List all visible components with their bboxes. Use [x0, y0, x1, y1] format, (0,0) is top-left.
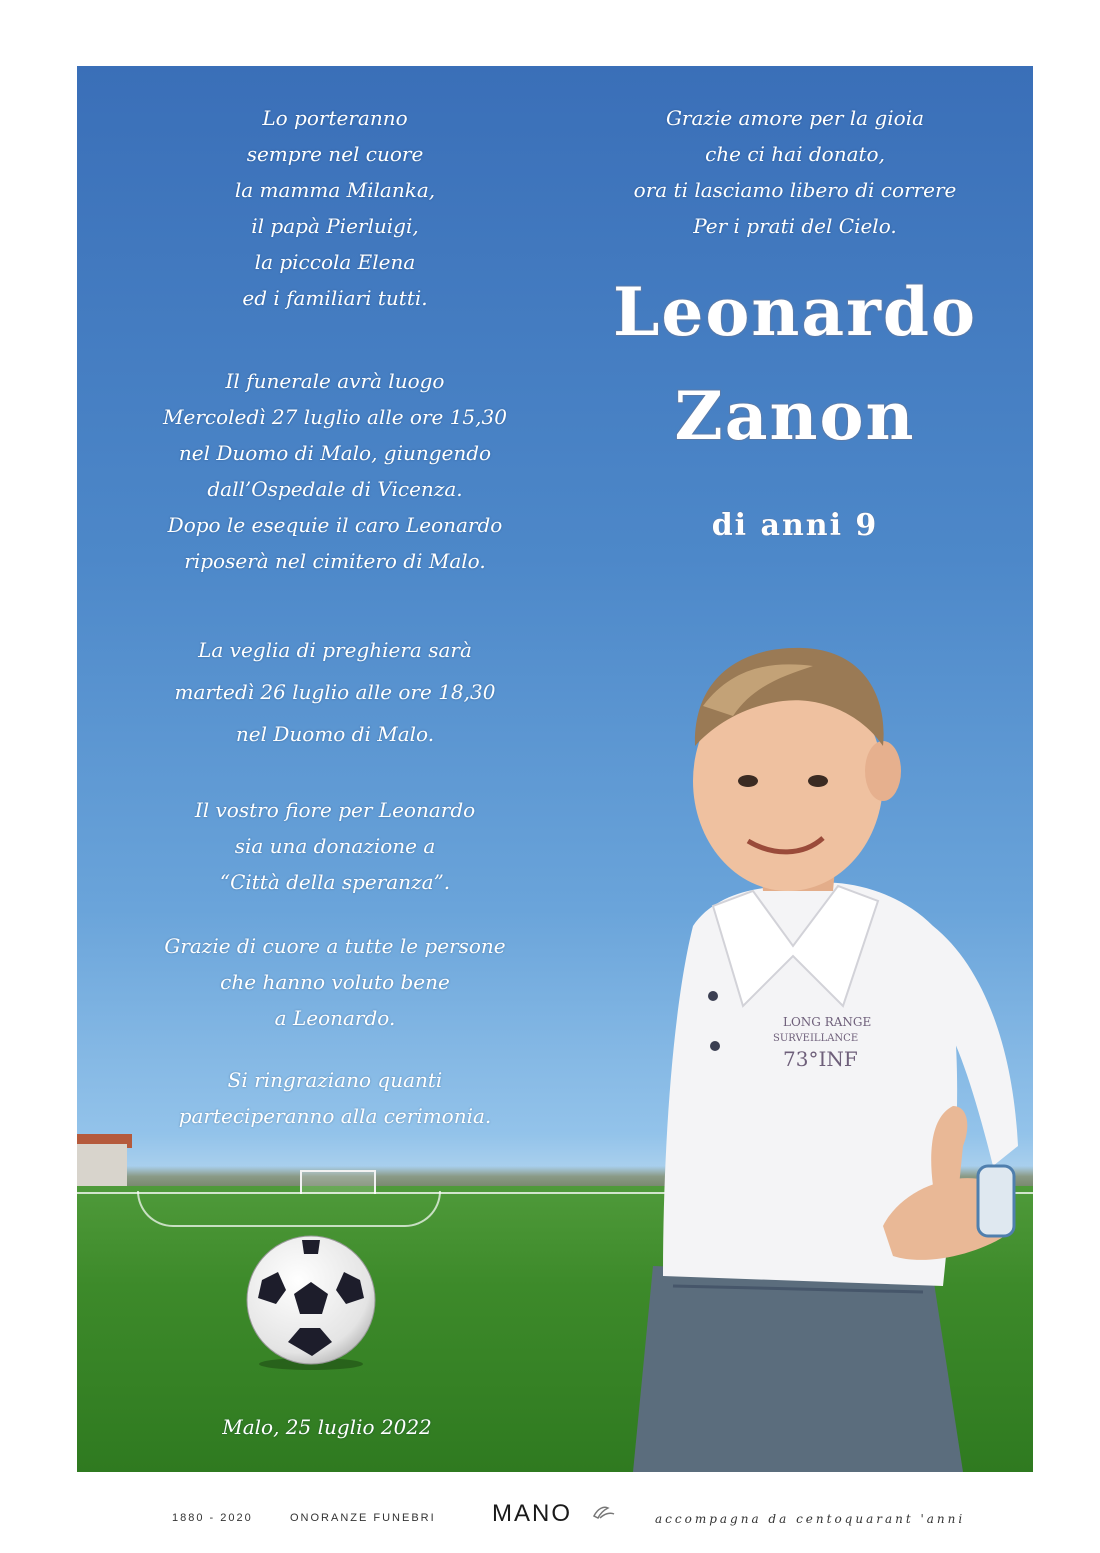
footer-service: ONORANZE FUNEBRI	[290, 1512, 436, 1524]
text-line: Mercoledì 27 luglio alle ore 15,30	[163, 405, 507, 429]
text-line: Il funerale avrà luogo	[225, 369, 445, 393]
hand-icon	[590, 1500, 616, 1524]
text-line: martedì 26 luglio alle ore 18,30	[174, 680, 496, 704]
footer-slogan: accompagna da centoquarant 'anni	[655, 1512, 966, 1526]
text-line: a Leonardo.	[274, 1006, 396, 1030]
text-line: Lo porteranno	[262, 106, 408, 130]
text-line: nel Duomo di Malo, giungendo	[178, 441, 492, 465]
last-name: Zanon	[674, 377, 916, 455]
shirt-print-3: 73°INF	[783, 1047, 858, 1071]
first-name: Leonardo	[612, 273, 978, 351]
field-arc	[137, 1191, 441, 1227]
text-line: parteciperanno alla cerimonia.	[178, 1104, 492, 1128]
text-line: che ci hai donato,	[705, 142, 885, 166]
vigil-block	[95, 629, 575, 755]
text-line: sempre nel cuore	[246, 142, 424, 166]
thanks-block	[95, 928, 575, 1036]
text-line: La veglia di preghiera sarà	[198, 638, 472, 662]
text-line: ed i familiari tutti.	[242, 286, 428, 310]
footer	[0, 1500, 1100, 1530]
text-line: il papà Pierluigi,	[251, 214, 419, 238]
ceremony-block	[95, 1062, 575, 1134]
text-line: “Città della speranza”.	[219, 870, 451, 894]
text-line: Grazie di cuore a tutte le persone	[164, 934, 506, 958]
text-line: dall’Ospedale di Vicenza.	[207, 477, 463, 501]
age-line: di anni 9	[711, 508, 879, 543]
building	[77, 1144, 127, 1192]
soccer-ball	[242, 1232, 380, 1370]
text-line: riposerà nel cimitero di Malo.	[184, 549, 486, 573]
text-line: ora ti lasciamo libero di correre	[633, 178, 957, 202]
dedication-block	[555, 100, 1033, 244]
text-line: nel Duomo di Malo.	[235, 722, 435, 746]
brand-logo: MANO	[492, 1500, 572, 1527]
text-line: Si ringraziano quanti	[227, 1068, 443, 1092]
text-line: Il vostro fiore per Leonardo	[194, 798, 476, 822]
text-line: Dopo le esequie il caro Leonardo	[167, 513, 503, 537]
date-line: Malo, 25 luglio 2022	[222, 1415, 432, 1439]
obituary-poster	[77, 66, 1033, 1472]
text-line: che hanno voluto bene	[220, 970, 450, 994]
boy-portrait	[633, 586, 1033, 1472]
text-line: sia una donazione a	[234, 834, 436, 858]
shirt-print-1: LONG RANGE	[783, 1015, 872, 1029]
text-line: Per i prati del Cielo.	[693, 214, 897, 238]
family-block	[105, 100, 565, 316]
footer-years: 1880 - 2020	[172, 1512, 253, 1524]
text-line: la piccola Elena	[254, 250, 416, 274]
shirt-print-2: SURVEILLANCE	[773, 1033, 859, 1044]
donation-block	[95, 792, 575, 900]
funeral-block	[95, 363, 575, 579]
text-line: la mamma Milanka,	[234, 178, 436, 202]
text-line: Grazie amore per la gioia	[665, 106, 925, 130]
